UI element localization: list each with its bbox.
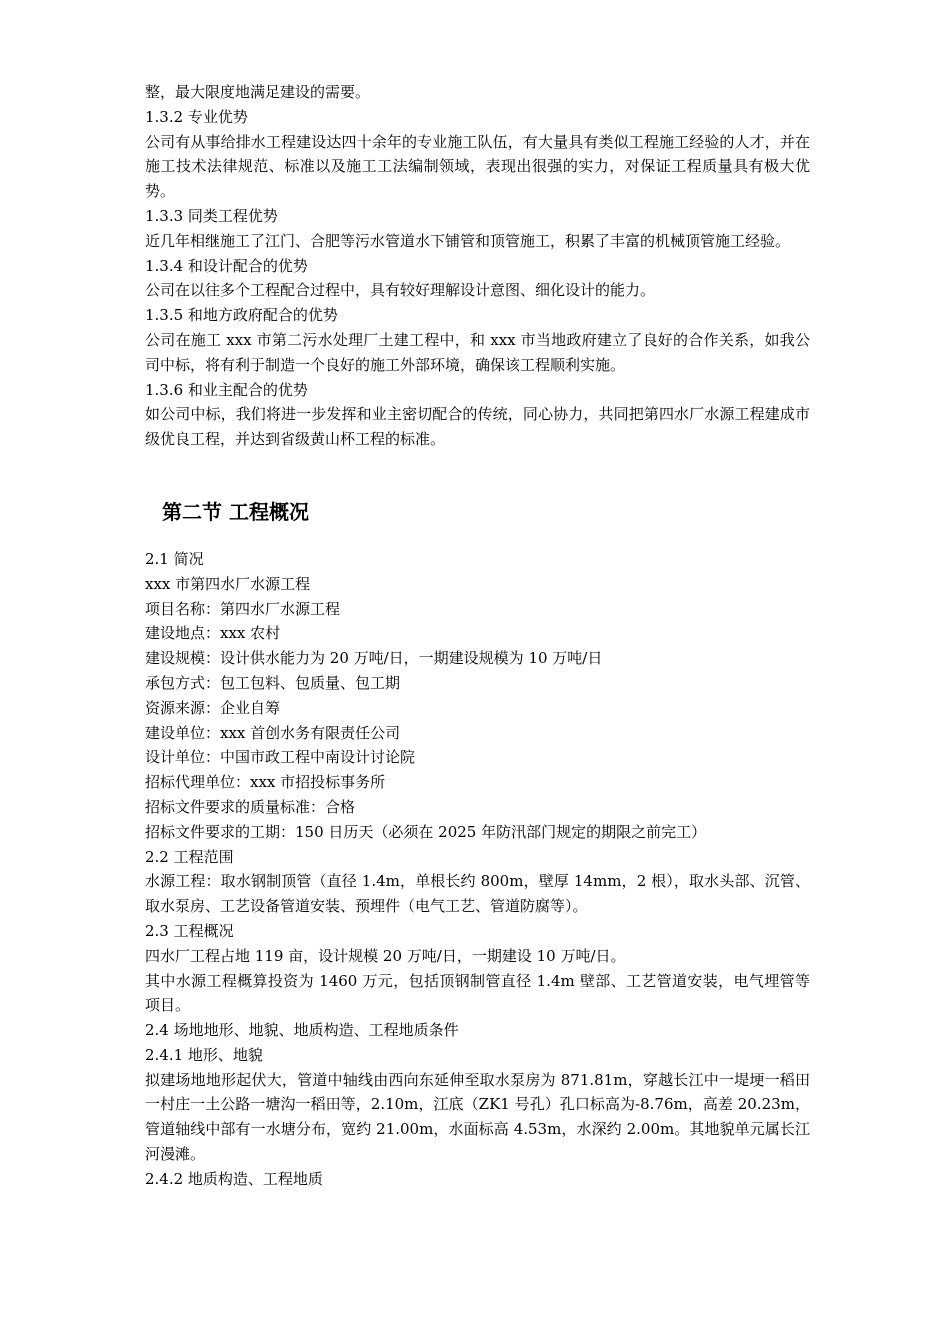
owner-unit: 建设单位：xxx 首创水务有限责任公司 [145, 723, 401, 742]
project-title: xxx 市第四水厂水源工程 [145, 574, 311, 593]
heading-1-3-6: 1.3.6 和业主配合的优势 [145, 380, 308, 399]
heading-2-4: 2.4 场地地形、地貌、地质构造、工程地质条件 [145, 1021, 459, 1040]
heading-2-3: 2.3 工程概况 [145, 921, 234, 940]
paragraph-1-3-5: 公司在施工 xxx 市第二污水处理厂土建工程中，和 xxx 市当地政府建立了良好的合作关系，如我公司中标，将有利于制造一个良好的施工外部环境，确保该工程顺利实施。 [145, 330, 810, 374]
design-unit: 设计单位：中国市政工程中南设计讨论院 [145, 748, 416, 767]
paragraph-2-4-1: 拟建场地地形起伏大，管道中轴线由西向东延伸至取水泵房为 871.81m，穿越长江中一堤埂一稻田一村庄一土公路一塘沟一稻田等，2.10m，江底（ZK1 号孔）孔口标高为-8.76m，高差 20.23m，管道轴线中部有一水塘分布，宽约 21.00m，水面标高 4.53m，水深约 2.00m。其地貌单元属长江河漫滩。 [145, 1070, 810, 1164]
paragraph-1-3-3: 近几年相继施工了江门、合肥等污水管道水下铺管和顶管施工，积累了丰富的机械顶管施工经验。 [145, 231, 791, 250]
contract-type: 承包方式：包工包料、包质量、包工期 [145, 673, 401, 692]
paragraph-2-3-a: 四水厂工程占地 119 亩，设计规模 20 万吨/日，一期建设 10 万吨/日。 [145, 946, 626, 965]
project-name: 项目名称：第四水厂水源工程 [145, 599, 341, 618]
paragraph-1-3-6: 如公司中标，我们将进一步发挥和业主密切配合的传统，同心协力，共同把第四水厂水源工程建成市级优良工程，并达到省级黄山杯工程的标准。 [145, 405, 810, 449]
construction-duration: 招标文件要求的工期：150 日历天（必须在 2025 年防汛部门规定的期限之前完工） [145, 822, 707, 841]
heading-2-4-1: 2.4.1 地形、地貌 [145, 1045, 263, 1064]
paragraph-1-3-4: 公司在以往多个工程配合过程中，具有较好理解设计意图、细化设计的能力。 [145, 281, 656, 300]
project-location: 建设地点：xxx 农村 [145, 624, 281, 643]
heading-1-3-3: 1.3.3 同类工程优势 [145, 206, 278, 225]
heading-2-1: 2.1 简况 [145, 549, 204, 568]
section-title: 第二节 工程概况 [162, 499, 309, 524]
heading-2-2: 2.2 工程范围 [145, 847, 234, 866]
heading-1-3-2: 1.3.2 专业优势 [145, 107, 248, 126]
heading-1-3-5: 1.3.5 和地方政府配合的优势 [145, 306, 338, 325]
project-scale: 建设规模：设计供水能力为 20 万吨/日，一期建设规模为 10 万吨/日 [145, 649, 603, 668]
paragraph-1-3-2: 公司有从事给排水工程建设达四十余年的专业施工队伍，有大量具有类似工程施工经验的人才，并在施工技术法律规范、标准以及施工工法编制领域，表现出很强的实力，对保证工程质量具有极大优势。 [145, 132, 810, 201]
heading-1-3-4: 1.3.4 和设计配合的优势 [145, 256, 308, 275]
heading-2-4-2: 2.4.2 地质构造、工程地质 [145, 1169, 323, 1188]
paragraph-2-2: 水源工程：取水钢制顶管（直径 1.4m，单根长约 800m，壁厚 14mm，2 根），取水头部、沉管、取水泵房、工艺设备管道安装、预埋件（电气工艺、管道防腐等）。 [145, 872, 810, 916]
agent-unit: 招标代理单位：xxx 市招投标事务所 [145, 773, 386, 792]
quality-standard: 招标文件要求的质量标准：合格 [145, 797, 356, 816]
funding-source: 资源来源：企业自筹 [145, 698, 281, 717]
paragraph-2-3-b: 其中水源工程概算投资为 1460 万元，包括顶钢制管直径 1.4m 壁部、工艺管道安装，电气埋管等项目。 [145, 971, 810, 1015]
document-page [145, 80, 810, 1192]
paragraph-continuation: 整，最大限度地满足建设的需要。 [145, 83, 371, 101]
